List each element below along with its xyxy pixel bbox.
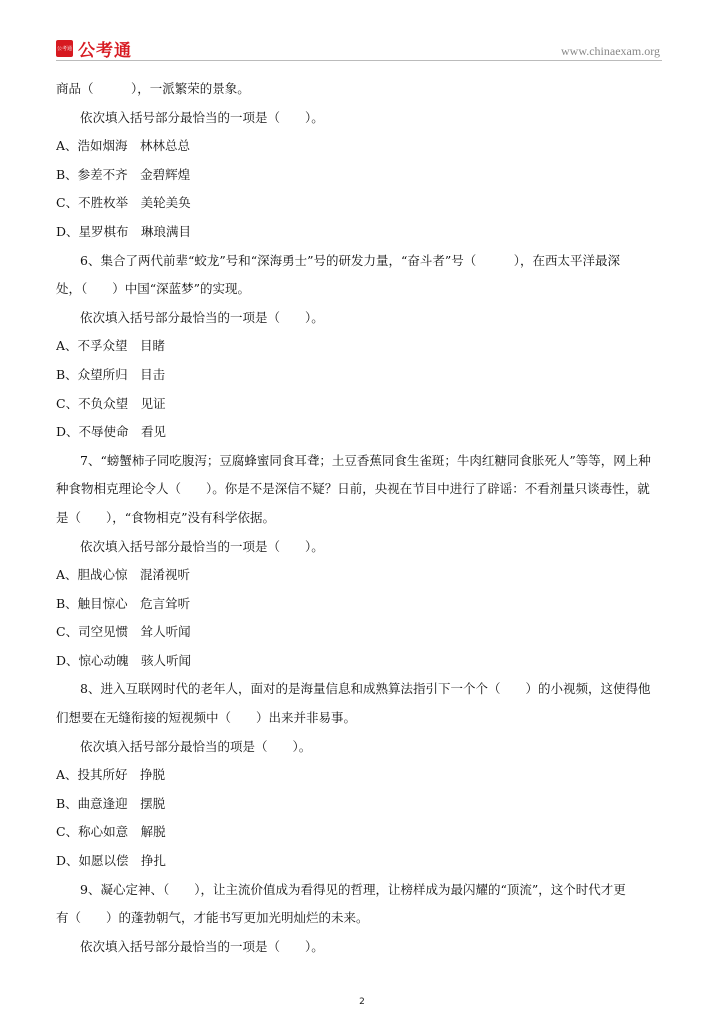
text-line: 依次填入括号部分最恰当的一项是（ ）。 bbox=[80, 309, 324, 325]
text-line: 依次填入括号部分最恰当的一项是（ ）。 bbox=[80, 538, 324, 554]
text-line: 依次填入括号部分最恰当的项是（ ）。 bbox=[80, 738, 312, 754]
text-line: D、星罗棋布 琳琅满目 bbox=[56, 223, 192, 239]
text-line: D、如愿以偿 挣扎 bbox=[56, 853, 167, 869]
text-line: C、不胜枚举 美轮美奂 bbox=[56, 195, 191, 211]
brand-logo[interactable] bbox=[56, 36, 132, 61]
text-line: 6、集合了两代前辈“蛟龙”号和“深海勇士”号的研发力量，“奋斗者”号（ ），在西太平洋最深 bbox=[80, 252, 621, 268]
site-url[interactable]: www.chinaexam.org bbox=[561, 44, 660, 58]
text-line: B、众望所归 目击 bbox=[56, 366, 166, 382]
page-number: 2 bbox=[359, 997, 365, 1007]
text-line: D、不辱使命 看见 bbox=[56, 424, 167, 440]
text-line: A、不孚众望 目睹 bbox=[56, 338, 166, 354]
text-line: 们想要在无缝衔接的短视频中（ ）出来并非易事。 bbox=[56, 710, 357, 726]
text-line: 依次填入括号部分最恰当的一项是（ ）。 bbox=[80, 938, 324, 954]
text-line: 处，（ ）中国“深蓝梦”的实现。 bbox=[56, 281, 251, 297]
text-line: 种食物相克理论令人（ ）。你是不是深信不疑？日前，央视在节目中进行了辟谣：不看剂量只谈毒性，就 bbox=[56, 481, 650, 497]
text-line: C、不负众望 见证 bbox=[56, 395, 166, 411]
text-line: B、触目惊心 危言耸听 bbox=[56, 595, 191, 611]
text-line: C、司空见惯 耸人听闻 bbox=[56, 624, 191, 640]
text-line: D、惊心动魄 骇人听闻 bbox=[56, 652, 192, 668]
text-line: 8、进入互联网时代的老年人，面对的是海量信息和成熟算法指引下一个个（ ）的小视频，这使得他 bbox=[80, 681, 651, 697]
text-line: 依次填入括号部分最恰当的一项是（ ）。 bbox=[80, 109, 324, 125]
text-line: A、投其所好 挣脱 bbox=[56, 767, 166, 783]
text-line: 7、“螃蟹柿子同吃腹泻；豆腐蜂蜜同食耳聋；土豆香蕉同食生雀斑；牛肉红糖同食胀死人”等等，网上种 bbox=[80, 452, 651, 468]
text-line: 9、凝心定神、（ ），让主流价值成为看得见的哲理，让榜样成为最闪耀的“顶流”，这个时代才更 bbox=[80, 881, 626, 897]
text-line: A、胆战心惊 混淆视听 bbox=[56, 567, 191, 583]
text-line: A、浩如烟海 林林总总 bbox=[56, 138, 191, 154]
text-line: 有（ ）的蓬勃朝气，才能书写更加光明灿烂的未来。 bbox=[56, 910, 369, 926]
text-line: B、参差不齐 金碧辉煌 bbox=[56, 166, 191, 182]
page-header bbox=[0, 0, 724, 62]
logo-text: 公考通 bbox=[78, 41, 132, 61]
header-divider bbox=[56, 60, 662, 61]
text-line: 是（ ），“食物相克”没有科学依据。 bbox=[56, 509, 276, 525]
document-body bbox=[56, 75, 668, 961]
text-line: B、曲意逢迎 摆脱 bbox=[56, 795, 166, 811]
text-line: 商品（ ），一派繁荣的景象。 bbox=[56, 81, 250, 96]
text-line: C、称心如意 解脱 bbox=[56, 824, 166, 840]
logo-mark-icon: 公考通 bbox=[56, 40, 73, 57]
